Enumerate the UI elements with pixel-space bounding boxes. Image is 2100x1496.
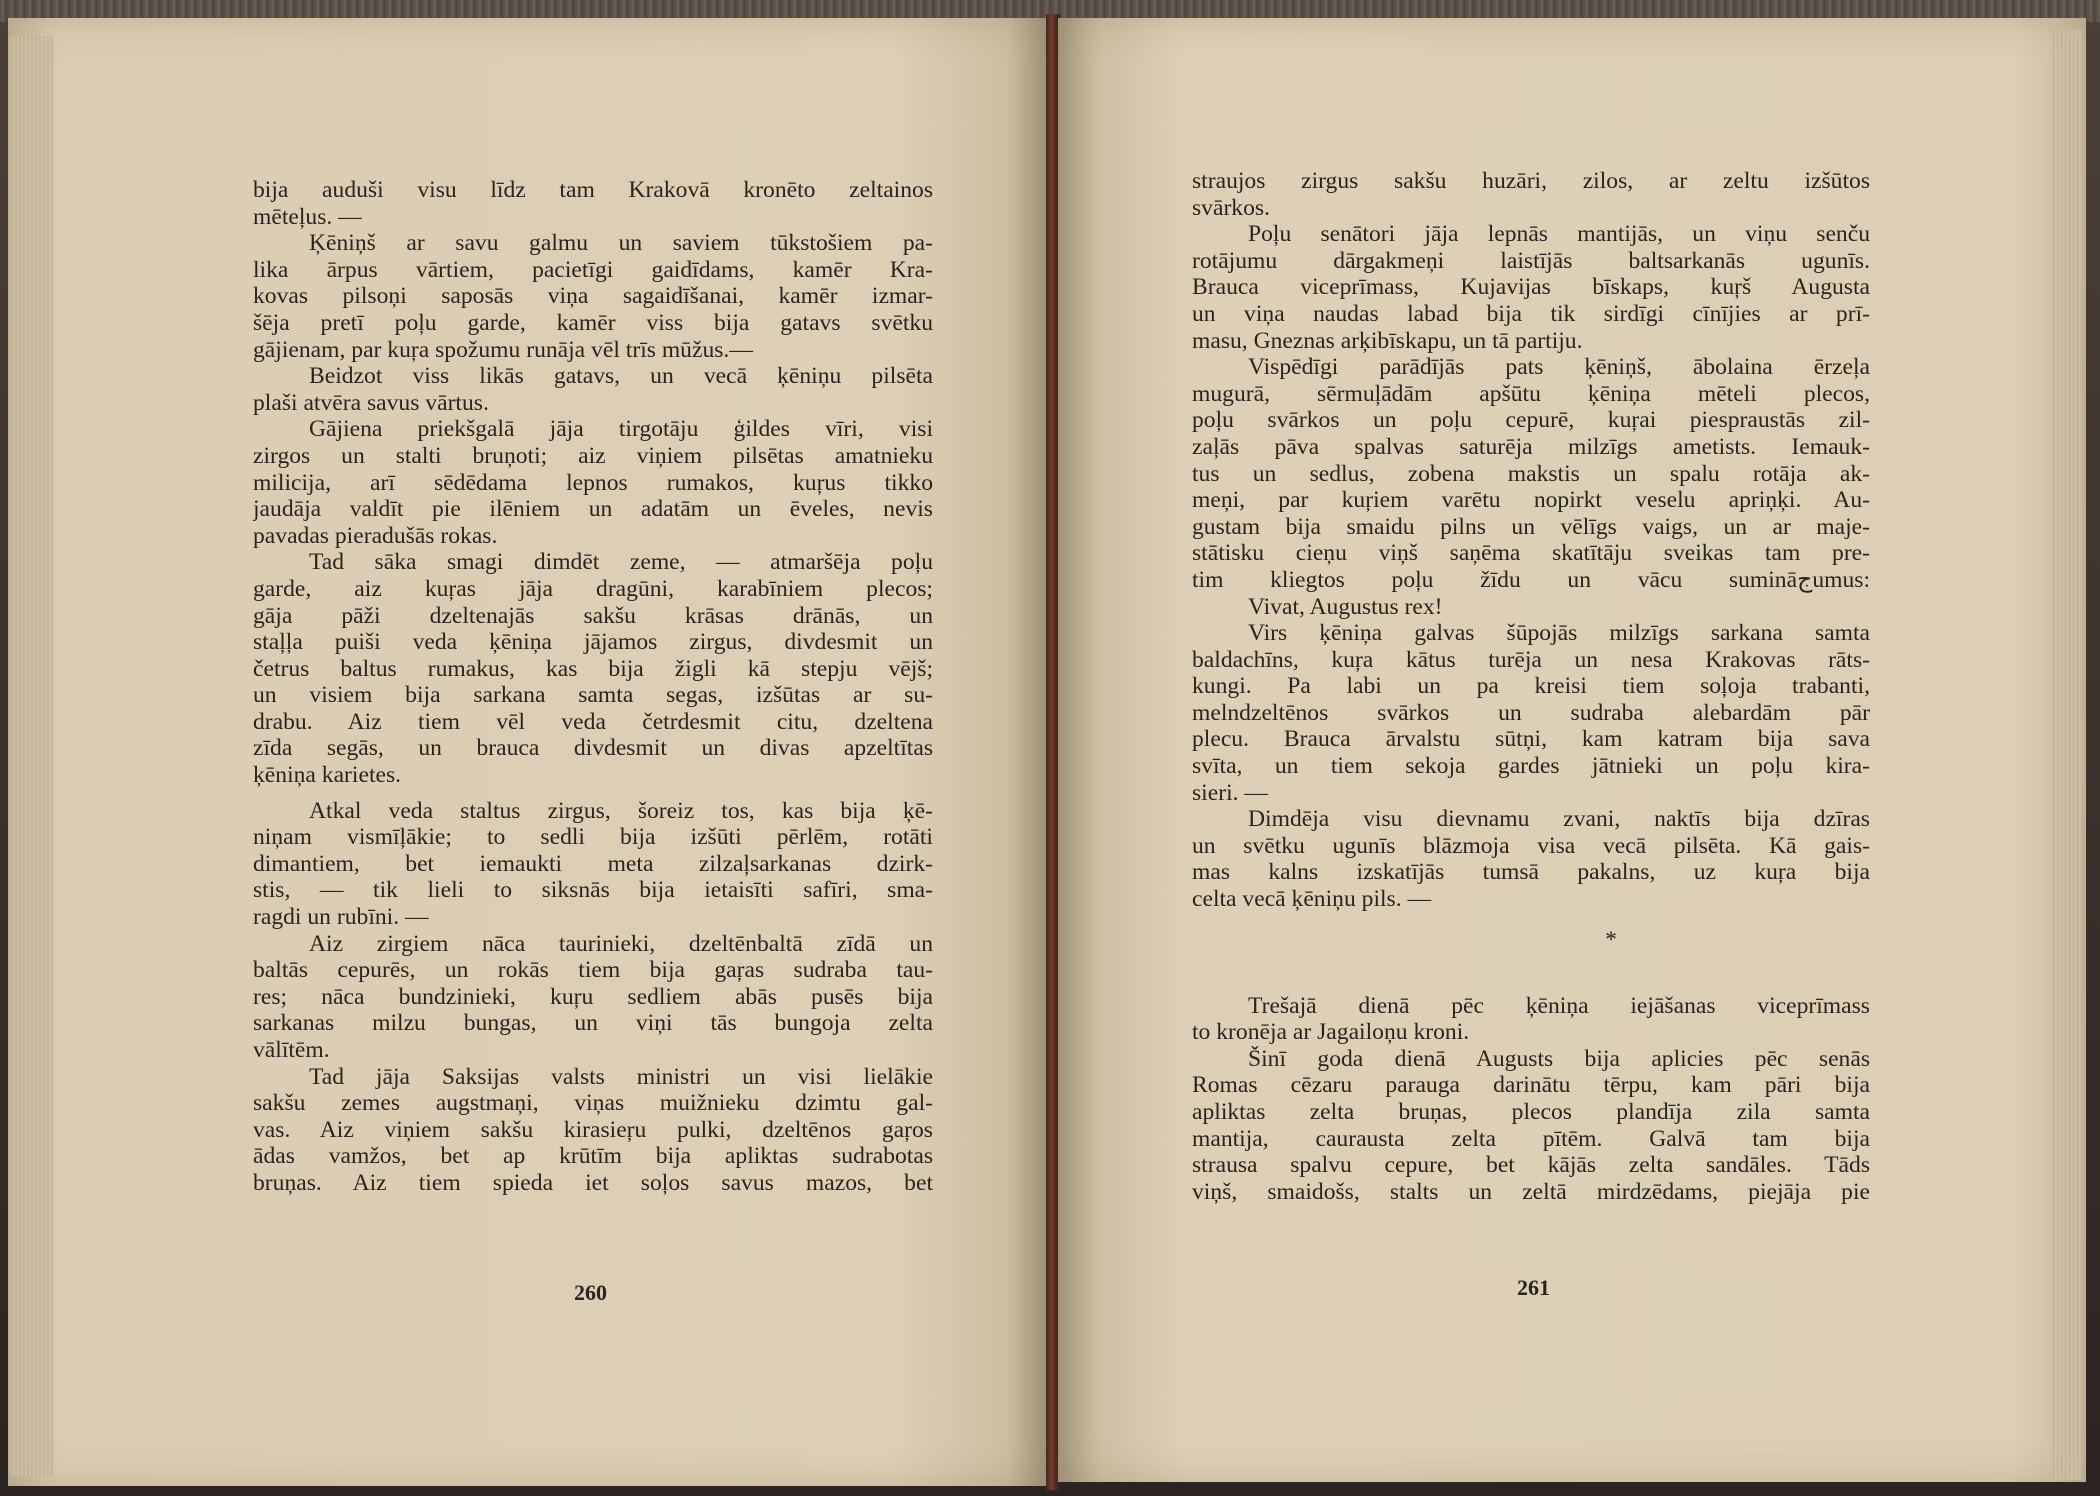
text-line: mēteļus. — <box>253 203 362 230</box>
text-line: Vispēdīgi parādījās pats ķēniņš, ābolaina ērzeļa <box>1248 354 1870 381</box>
text-line: drabu. Aiz tiem vēl veda četrdesmit citu, dzeltena <box>253 708 933 735</box>
text-line: straujos zirgus sakšu huzāri, zilos, ar zeltu izšūtos <box>1192 168 1870 194</box>
left-page-text <box>253 177 933 1197</box>
right-page-number: 261 <box>1517 1275 1550 1300</box>
text-line: Aiz zirgiem nāca taurinieki, dzeltēnbaltā zīdā un <box>309 930 933 957</box>
text-line: dimantiem, bet iemaukti meta zilzaļsarkanas dzirk- <box>253 850 933 877</box>
text-line: un svētku ugunīs blāzmoja visa vecā pilsēta. Kā gais- <box>1192 832 1870 859</box>
text-line: celta vecā ķēniņu pils. — <box>1192 886 1432 913</box>
text-line: ragdi un rubīni. — <box>253 904 429 931</box>
text-line: tim kliegtos poļu žīdu un vācu sumināجumus: <box>1192 566 1870 593</box>
text-line: tus un sedlus, zobena makstis un spalu rotāja ak- <box>1192 460 1870 487</box>
text-line: šēja pretī poļu garde, kamēr viss bija gatavs svētku <box>253 309 933 336</box>
text-line: bija auduši visu līdz tam Krakovā kronēto zeltainos <box>253 177 933 203</box>
text-line: Trešajā dienā pēc ķēniņa iejāšanas viceprīmass <box>1248 992 1870 1019</box>
text-line: garde, aiz kuŗas jāja dragūni, karabīniem plecos; <box>253 575 933 602</box>
text-line: pavadas pieradušās rokas. <box>253 522 498 549</box>
text-line: zaļās pāva spalvas saturēja milzīgs ametists. Iemauk- <box>1192 433 1870 460</box>
text-line: baldachīns, kuŗa kātus turēja un nesa Krakovas rāts- <box>1192 646 1870 673</box>
text-line: bruņas. Aiz tiem spieda iet soļos savus mazos, bet <box>253 1169 933 1196</box>
text-line: plecu. Brauca ārvalstu sūtņi, kam katram bija sava <box>1192 726 1870 753</box>
text-line: Brauca viceprīmass, Kujavijas bīskaps, kuŗš Augusta <box>1192 274 1870 301</box>
text-line: strausa spalvu cepure, bet kājās zelta sandāles. Tāds <box>1192 1152 1870 1179</box>
text-line: jaudāja valdīt pie ilēniem un adatām un ēveles, nevis <box>253 496 933 523</box>
text-line: Romas cēzaru parauga darinātu tērpu, kam pāri bija <box>1192 1072 1870 1099</box>
text-line: baltās cepurēs, un rokās tiem bija gaŗas sudraba tau- <box>253 957 933 984</box>
text-line: mantija, caurausta zelta pītēm. Galvā tam bija <box>1192 1125 1870 1152</box>
text-line: masu, Gneznas arķibīskapu, un tā partiju. <box>1192 327 1583 354</box>
text-line: meņi, par kuŗiem varētu nopirkt veselu apriņķi. Au- <box>1192 487 1870 514</box>
text-line: Virs ķēniņa galvas šūpojās milzīgs sarkana samta <box>1248 620 1870 647</box>
text-line: gustam bija smaidu pilns un vēlīgs vaigs, un ar maje- <box>1192 513 1870 540</box>
text-line: Gājiena priekšgalā jāja tirgotāju ģildes vīri, visi <box>309 416 933 443</box>
text-line: vālītēm. <box>253 1037 330 1063</box>
text-line: Ķēniņš ar savu galmu un saviem tūkstošiem pa- <box>309 230 933 257</box>
text-line: gājienam, par kuŗa spožumu runāja vēl trīs mūžus.— <box>253 336 753 363</box>
text-line: Tad sāka smagi dimdēt zeme, — atmaršēja poļu <box>309 549 933 576</box>
text-line: Vivat, Augustus rex! <box>1248 593 1443 620</box>
text-line: ķēniņa karietes. <box>253 762 402 789</box>
text-line: Šinī goda dienā Augusts bija aplicies pēc senās <box>1248 1045 1870 1072</box>
text-line: lika ārpus vārtiem, pacietīgi gaidīdams, kamēr Kra- <box>253 256 933 283</box>
text-line: sieri. — <box>1192 779 1269 806</box>
text-line: stis, — tik lieli to siksnās bija ietaisīti safīri, sma- <box>253 877 933 904</box>
text-line: mugurā, sērmuļādām apšūtu ķēniņa mēteli plecos, <box>1192 380 1870 407</box>
text-line: viņš, smaidošs, stalts un zeltā mirdzēdams, piejāja pie <box>1192 1178 1870 1205</box>
right-page-edges <box>2052 30 2082 1480</box>
text-line: Tad jāja Saksijas valsts ministri un visi lielākie <box>309 1063 933 1090</box>
text-line: stātisku cieņu viņš saņēma skatītāju sveikas tam pre- <box>1192 540 1870 567</box>
text-line: milicija, arī sēdēdama lepnos rumakos, kuŗus tikko <box>253 469 933 496</box>
text-line: vas. Aiz viņiem sakšu kirasieŗu pulki, dzeltēnos gaŗos <box>253 1116 933 1143</box>
left-page-edges <box>10 36 54 1476</box>
paragraph-gap <box>253 789 933 798</box>
text-line: plaši atvēra savus vārtus. <box>253 389 489 416</box>
text-line: apliktas zelta bruņas, plecos plandīja zila samta <box>1192 1099 1870 1125</box>
text-line: četrus baltus rumakus, kas bija žigli kā stepju vējš; <box>253 655 933 682</box>
text-line: kungi. Pa labi un pa kreisi tiem soļoja trabanti, <box>1192 673 1870 700</box>
text-line: poļu svārkos un poļu cepurē, kuŗai piespraustās zil- <box>1192 407 1870 434</box>
text-line: Atkal veda staltus zirgus, šoreiz tos, kas bija ķē- <box>309 797 933 824</box>
text-line: kovas pilsoņi saposās viņa sagaidīšanai, kamēr izmar- <box>253 283 933 310</box>
text-line: Beidzot viss likās gatavs, un vecā ķēniņu pilsēta <box>309 363 933 390</box>
text-line: un viņa naudas labad bija tik sirdīgi cīnījies ar prī- <box>1192 300 1870 327</box>
text-line: res; nāca bundzinieki, kuŗu sedliem abās pusēs bija <box>253 983 933 1010</box>
text-line: rotājumu dārgakmeņi laistījās baltsarkanās ugunīs. <box>1192 247 1870 274</box>
text-line: svārkos. <box>1192 194 1270 221</box>
text-line: Poļu senātori jāja lepnās mantijās, un viņu senču <box>1248 221 1870 248</box>
text-line: mas kalns izskatījās tumsā pakalns, uz kuŗa bija <box>1192 859 1870 886</box>
text-line: sarkanas milzu bungas, un viņi tās bungoja zelta <box>253 1010 933 1037</box>
text-line: niņam vismīļākie; to sedli bija izšūti pērlēm, rotāti <box>253 824 933 851</box>
text-line: svīta, un tiem sekoja gardes jātnieki un poļu kira- <box>1192 753 1870 780</box>
text-line: sakšu zemes augstmaņi, viņas muižnieku dzimtu gal- <box>253 1090 933 1117</box>
text-line: zirgos un stalti bruņoti; aiz viņiem pilsētas amatnieku <box>253 442 933 469</box>
text-line: gāja pāži dzeltenajās sakšu krāsas drānās, un <box>253 602 933 629</box>
right-page-text <box>1192 168 1870 1205</box>
text-line: melndzeltēnos svārkos un sudraba alebardām pār <box>1192 699 1870 726</box>
text-line: to kronēja ar Jagailoņu kroni. <box>1192 1019 1470 1046</box>
text-line: ādas vamžos, bet ap krūtīm bija apliktas sudrabotas <box>253 1143 933 1170</box>
section-break: * <box>1605 926 1617 953</box>
text-line: Dimdēja visu dievnamu zvani, naktīs bija dzīras <box>1248 806 1870 833</box>
text-line: zīda segās, un brauca divdesmit un divas apzeltītas <box>253 735 933 762</box>
text-line: un visiem bija sarkana samta segas, izšūtas ar su- <box>253 682 933 709</box>
text-line: staļļa puiši veda ķēniņa jājamos zirgus, divdesmit un <box>253 629 933 656</box>
left-page-number: 260 <box>574 1280 607 1305</box>
